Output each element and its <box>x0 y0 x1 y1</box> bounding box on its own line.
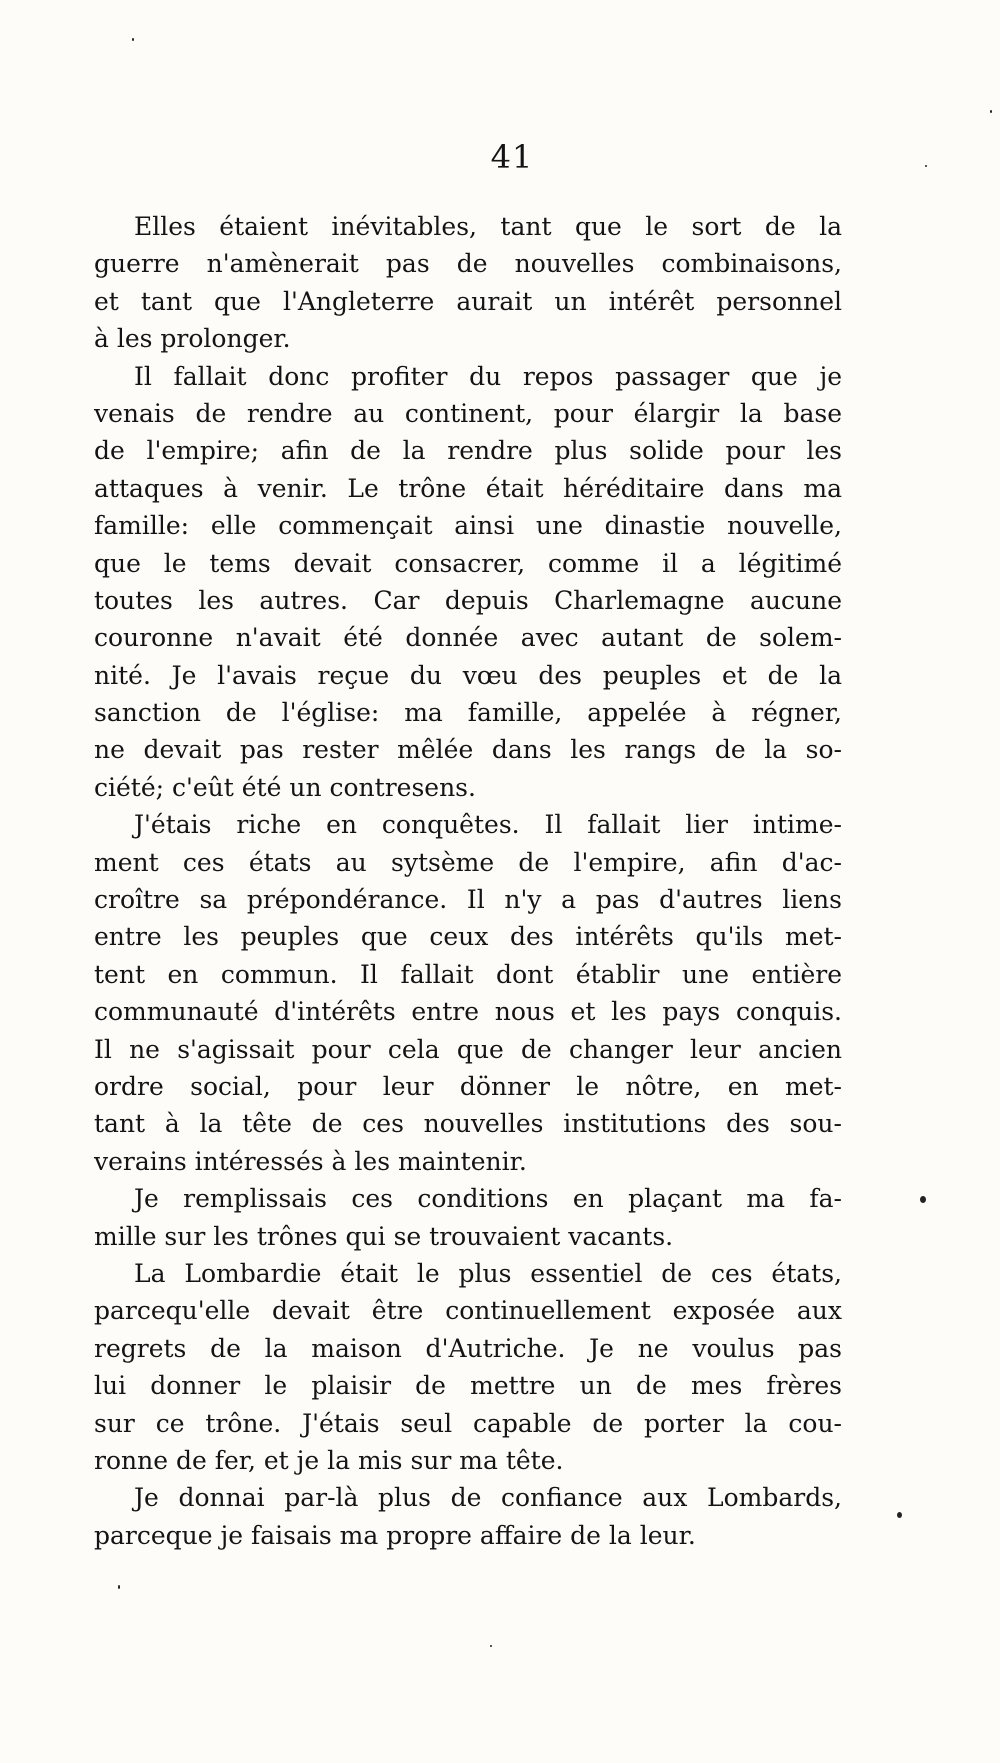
text-line: ronne de fer, et je la mis sur ma tête. <box>94 1445 564 1475</box>
text-line: que le tems devait consacrer, comme il a légitimé <box>94 548 842 578</box>
text-line: venais de rendre au continent, pour élargir la base <box>94 398 842 428</box>
text-line: tant à la tête de ces nouvelles institutions des sou- <box>94 1109 842 1139</box>
text-line: Elles étaient inévitables, tant que le sort de la <box>134 212 842 241</box>
text-line: sur ce trône. J'étais seul capable de porter la cou- <box>94 1408 842 1438</box>
scan-speck <box>118 1585 120 1589</box>
text-line: famille: elle commençait ainsi une dinastie nouvelle, <box>94 511 842 541</box>
text-line: ciété; c'eût été un contresens. <box>94 772 476 802</box>
text-line: Je remplissais ces conditions en plaçant ma fa- <box>134 1184 842 1214</box>
text-line: sanction de l'église: ma famille, appelée à régner, <box>94 698 842 728</box>
text-line: croître sa prépondérance. Il n'y a pas d'autres liens <box>94 885 842 915</box>
scan-speck <box>897 1512 902 1518</box>
text-line: regrets de la maison d'Autriche. Je ne voulus pas <box>94 1333 842 1363</box>
text-line: tent en commun. Il fallait dont établir une entière <box>94 959 842 989</box>
text-line: verains intéressés à les maintenir. <box>94 1146 527 1176</box>
scan-speck <box>990 110 992 113</box>
text-line: ne devait pas rester mêlée dans les rangs de la so- <box>94 735 842 765</box>
text-line: communauté d'intérêts entre nous et les pays conquis. <box>94 997 842 1027</box>
text-line: Il ne s'agissait pour cela que de changer leur ancien <box>94 1034 842 1064</box>
text-line: à les prolonger. <box>94 324 291 354</box>
text-line: couronne n'avait été donnée avec autant de solem- <box>94 623 842 653</box>
text-line: mille sur les trônes qui se trouvaient vacants. <box>94 1221 674 1251</box>
page-text <box>94 208 842 1554</box>
text-line: guerre n'amènerait pas de nouvelles combinaisons, <box>94 249 842 279</box>
text-line: toutes les autres. Car depuis Charlemagne aucune <box>94 585 842 615</box>
text-line: parcequ'elle devait être continuellement exposée aux <box>94 1296 842 1326</box>
scan-speck <box>925 165 927 167</box>
text-line: attaques à venir. Le trône était héréditaire dans ma <box>94 473 842 503</box>
scan-speck <box>132 38 134 41</box>
text-line: lui donner le plaisir de mettre un de mes frères <box>94 1371 842 1401</box>
text-line: La Lombardie était le plus essentiel de ces états, <box>134 1258 842 1288</box>
text-line: entre les peuples que ceux des intérêts qu'ils met- <box>94 922 842 952</box>
text-line: de l'empire; afin de la rendre plus solide pour les <box>94 436 842 466</box>
text-line: nité. Je l'avais reçue du vœu des peuples et de la <box>94 660 842 690</box>
text-line: parceque je faisais ma propre affaire de la leur. <box>94 1520 696 1550</box>
scan-speck <box>490 1645 492 1647</box>
text-line: ordre social, pour leur dönner le nôtre, en met- <box>94 1071 842 1101</box>
text-line: ment ces états au sytsème de l'empire, afin d'ac- <box>94 847 842 877</box>
text-line: Je donnai par-là plus de confiance aux Lombards, <box>134 1483 842 1513</box>
text-line: et tant que l'Angleterre aurait un intérêt personnel <box>94 286 842 316</box>
text-line: Il fallait donc profiter du repos passager que je <box>134 361 842 391</box>
scan-speck <box>920 1196 926 1203</box>
page-number: 41 <box>490 138 534 176</box>
text-line: J'étais riche en conquêtes. Il fallait lier intime- <box>134 810 842 840</box>
